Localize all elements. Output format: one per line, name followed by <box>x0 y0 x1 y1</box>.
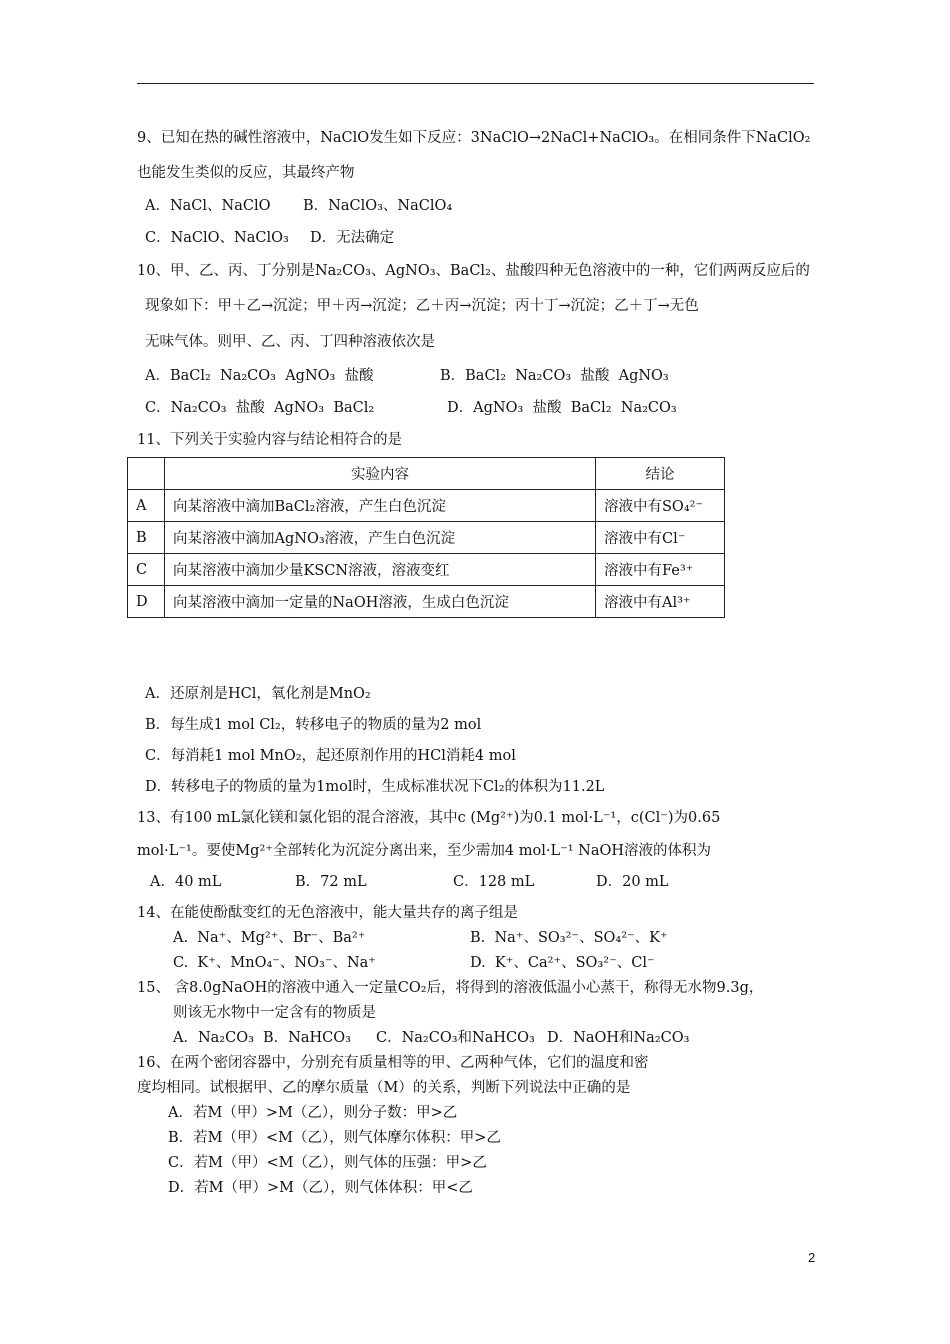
q10-option-a: A．BaCl₂ Na₂CO₃ AgNO₃ 盐酸 <box>145 368 374 384</box>
q12-option-d: D．转移电子的物质的量为1mol时，生成标准状况下Cl₂的体积为11.2L <box>145 779 605 795</box>
table-header-cell: 实验内容 <box>165 458 596 490</box>
table-cell: 向某溶液中滴加AgNO₃溶液，产生白色沉淀 <box>165 522 596 554</box>
q15-stem-line1: 15、 含8.0gNaOH的溶液中通入一定量CO₂后，将得到的溶液低温小心蒸干，称得无水物9.3g， <box>137 980 764 996</box>
q15-option-a: A．Na₂CO₃ <box>173 1030 254 1046</box>
q14-stem: 14、在能使酚酞变红的无色溶液中，能大量共存的离子组是 <box>137 905 518 921</box>
q9-stem-line2: 也能发生类似的反应，其最终产物 <box>137 165 355 181</box>
table-cell: 向某溶液中滴加BaCl₂溶液，产生白色沉淀 <box>165 490 596 522</box>
q13-option-b: B．72 mL <box>295 874 367 890</box>
q12-option-a: A．还原剂是HCl，氧化剂是MnO₂ <box>145 686 371 702</box>
q13-option-d: D．20 mL <box>596 874 669 890</box>
q9-stem-line1: 9、已知在热的碱性溶液中，NaClO发生如下反应：3NaClO→2NaCl+NaClO₃。在相同条件下NaClO₂ <box>137 130 811 146</box>
table-cell: 溶液中有Cl⁻ <box>596 522 725 554</box>
table-row <box>128 554 725 586</box>
q15-option-b: B．NaHCO₃ <box>263 1030 351 1046</box>
q16-stem-line2: 度均相同。试根据甲、乙的摩尔质量（M）的关系，判断下列说法中正确的是 <box>137 1080 631 1096</box>
table-row <box>128 522 725 554</box>
q16-option-d: D．若M（甲）>M（乙），则气体体积：甲<乙 <box>168 1180 473 1196</box>
q10-stem-line3: 无味气体。则甲、乙、丙、丁四种溶液依次是 <box>145 334 435 350</box>
table-cell: 溶液中有Fe³⁺ <box>596 554 725 586</box>
q16-option-b: B．若M（甲）<M（乙），则气体摩尔体积：甲>乙 <box>168 1130 501 1146</box>
q14-option-d: D. K⁺、Ca²⁺、SO₃²⁻、Cl⁻ <box>470 955 655 971</box>
table-header-cell <box>128 458 165 490</box>
header-rule <box>137 83 814 84</box>
q9-option-b: B．NaClO₃、NaClO₄ <box>303 198 453 214</box>
table-row <box>128 490 725 522</box>
q9-option-c: C．NaClO、NaClO₃ <box>145 230 289 246</box>
q14-option-b: B. Na⁺、SO₃²⁻、SO₄²⁻、K⁺ <box>470 930 668 946</box>
table-cell: 向某溶液中滴加一定量的NaOH溶液，生成白色沉淀 <box>165 586 596 618</box>
table-header-row <box>128 458 725 490</box>
table-cell: D <box>128 586 165 618</box>
q13-option-a: A．40 mL <box>150 874 222 890</box>
q11-experiment-table <box>127 457 725 618</box>
table-cell: A <box>128 490 165 522</box>
q15-option-d: D．NaOH和Na₂CO₃ <box>547 1030 690 1046</box>
q9-option-a: A．NaCl、NaClO <box>145 198 271 214</box>
q12-option-b: B．每生成1 mol Cl₂，转移电子的物质的量为2 mol <box>145 717 482 733</box>
table-cell: 向某溶液中滴加少量KSCN溶液，溶液变红 <box>165 554 596 586</box>
table-cell: 溶液中有Al³⁺ <box>596 586 725 618</box>
table-cell: 溶液中有SO₄²⁻ <box>596 490 725 522</box>
page-number: 2 <box>808 1250 816 1265</box>
q10-option-c: C．Na₂CO₃ 盐酸 AgNO₃ BaCl₂ <box>145 400 375 416</box>
q16-stem-line1: 16、在两个密闭容器中，分别充有质量相等的甲、乙两种气体，它们的温度和密 <box>137 1055 649 1071</box>
q14-option-a: A. Na⁺、Mg²⁺、Br⁻、Ba²⁺ <box>173 930 366 946</box>
table-cell: C <box>128 554 165 586</box>
q14-option-c: C. K⁺、MnO₄⁻、NO₃⁻、Na⁺ <box>173 955 376 971</box>
q16-option-a: A．若M（甲）>M（乙），则分子数：甲>乙 <box>168 1105 458 1121</box>
table-cell: B <box>128 522 165 554</box>
q9-option-d: D．无法确定 <box>310 230 395 246</box>
q10-stem-line1: 10、甲、乙、丙、丁分别是Na₂CO₃、AgNO₃、BaCl₂、盐酸四种无色溶液中的一种，它们两两反应后的 <box>137 263 810 279</box>
q15-stem-line2: 则该无水物中一定含有的物质是 <box>173 1005 376 1021</box>
q13-stem-line1: 13、有100 mL氯化镁和氯化铝的混合溶液，其中c (Mg²⁺)为0.1 mol·L⁻¹，c(Cl⁻)为0.65 <box>137 810 721 826</box>
q15-option-c: C．Na₂CO₃和NaHCO₃ <box>376 1030 535 1046</box>
q13-option-c: C．128 mL <box>453 874 535 890</box>
q11-stem: 11、下列关于实验内容与结论相符合的是 <box>137 432 402 448</box>
table-header-cell: 结论 <box>596 458 725 490</box>
q16-option-c: C．若M（甲）<M（乙），则气体的压强：甲>乙 <box>168 1155 487 1171</box>
q10-stem-line2: 现象如下：甲＋乙→沉淀；甲＋丙→沉淀；乙＋丙→沉淀；丙十丁→沉淀；乙＋丁→无色 <box>145 298 699 314</box>
q13-stem-line2: mol·L⁻¹。要使Mg²⁺全部转化为沉淀分离出来，至少需加4 mol·L⁻¹ NaOH溶液的体积为 <box>137 843 712 859</box>
table-row <box>128 586 725 618</box>
q10-option-b: B．BaCl₂ Na₂CO₃ 盐酸 AgNO₃ <box>440 368 669 384</box>
q12-option-c: C．每消耗1 mol MnO₂，起还原剂作用的HCl消耗4 mol <box>145 748 516 764</box>
q10-option-d: D．AgNO₃ 盐酸 BaCl₂ Na₂CO₃ <box>447 400 677 416</box>
